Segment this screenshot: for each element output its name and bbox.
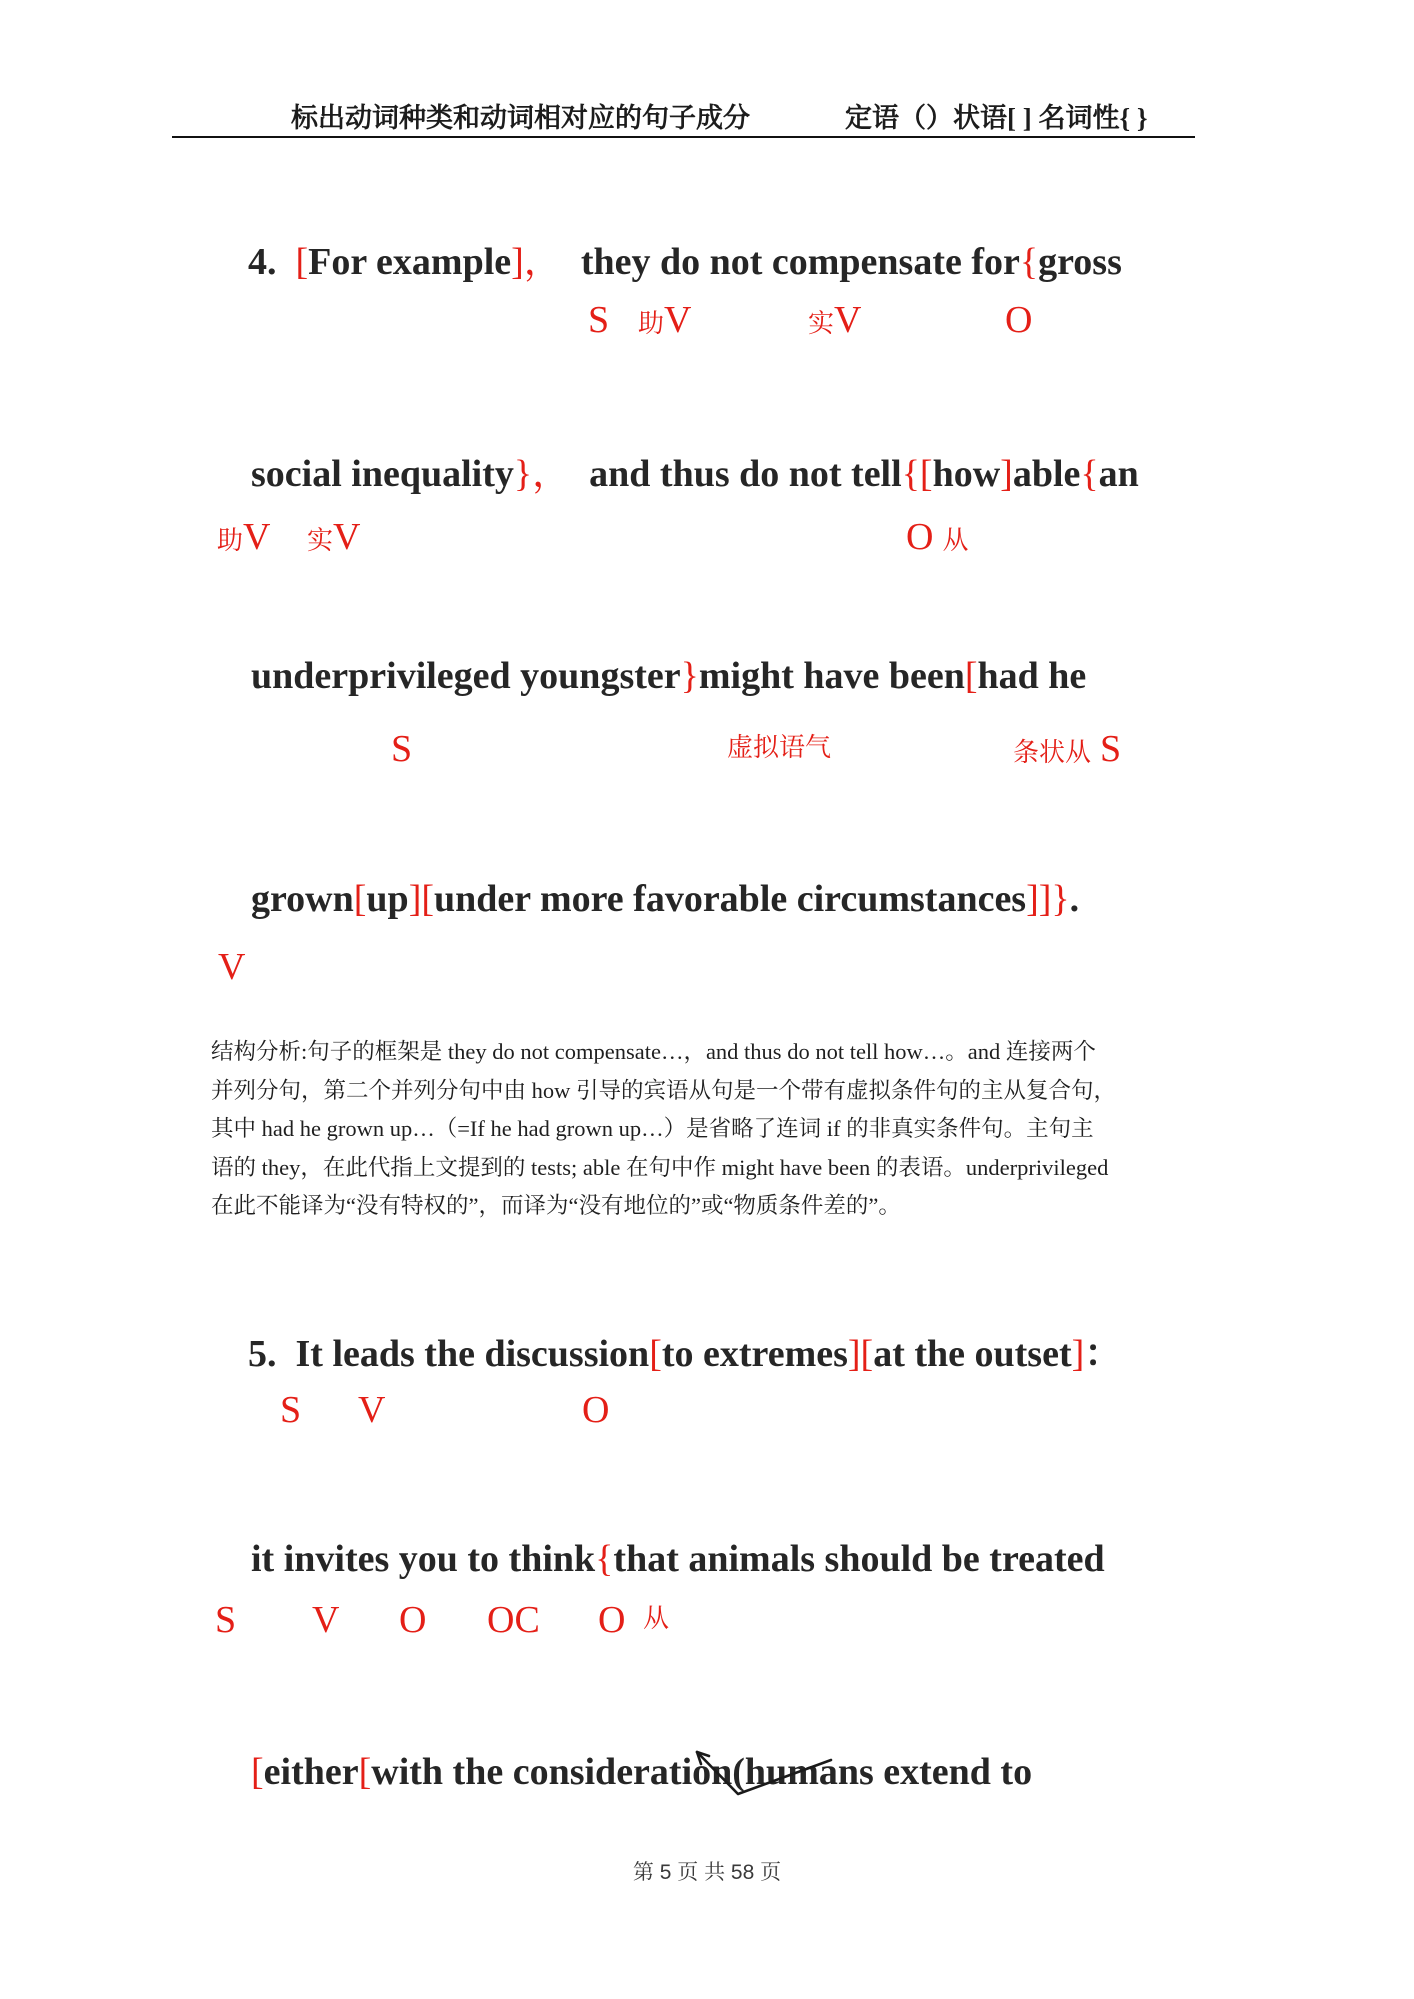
- text-segment: For example: [308, 241, 512, 283]
- annotation-letter: V: [243, 516, 271, 558]
- annotation-letter: S: [588, 299, 610, 341]
- text-segment: 4.: [248, 241, 296, 283]
- text-segment: they do not compensate for: [561, 241, 1020, 283]
- annotation-cn: 助: [217, 526, 244, 555]
- annotation-token: [217, 515, 270, 559]
- analysis-line: 在此不能译为“没有特权的”，而译为“没有地位的”或“物质条件差的”。: [211, 1193, 901, 1219]
- annotation-letter: O: [906, 516, 934, 558]
- annotation-token: [358, 1388, 385, 1432]
- annotation-letter: V: [664, 299, 692, 341]
- text-segment: with the consideration(humans extend to: [371, 1751, 1033, 1793]
- annotation-letter: V: [312, 1599, 340, 1641]
- analysis-line: 语的 they，在此代指上文提到的 tests; able 在句中作 might have been 的表语。underprivileged: [211, 1154, 1109, 1180]
- annotation-letter: S: [215, 1599, 237, 1641]
- text-segment: how: [932, 453, 1001, 495]
- annotation-letter: O: [582, 1389, 610, 1431]
- red-bracket: ]: [1000, 453, 1013, 495]
- analysis-line: 结构分析:句子的框架是 they do not compensate…，and thus do not tell how…。and 连接两个: [211, 1039, 1096, 1064]
- annotation-letter: OC: [487, 1599, 540, 1641]
- red-brace: {[: [901, 453, 933, 495]
- annotation-row-4-4: [0, 945, 1414, 997]
- annotation-cn: 虚拟语气: [727, 733, 832, 762]
- hand-drawn-arrow-icon: [690, 1744, 850, 1808]
- text-segment: at the outset: [873, 1333, 1072, 1375]
- annotation-letter: S: [391, 728, 413, 770]
- annotation-letter: V: [333, 516, 361, 558]
- annotation-token: [906, 515, 968, 559]
- red-bracket: [: [353, 878, 367, 920]
- annotation-letter: V: [358, 1389, 386, 1431]
- text-segment: .: [1069, 878, 1080, 920]
- sentence-line-5-3: [213, 1706, 1032, 1838]
- annotation-token: [215, 1598, 236, 1642]
- annotation-cn: 实: [808, 309, 835, 338]
- annotation-token: [280, 1388, 301, 1432]
- text-segment: might have been: [698, 655, 965, 697]
- text-segment: social inequality: [251, 453, 514, 495]
- text-segment: it invites you to think: [251, 1538, 596, 1580]
- annotation-row-4-1: [0, 298, 1414, 350]
- text-segment: gross: [1038, 241, 1122, 283]
- text-segment: had he: [977, 655, 1087, 697]
- footer-page-number: 第 5 页 共 58 页: [632, 1861, 782, 1884]
- annotation-cn: 从: [942, 526, 969, 555]
- annotation-cn: 从: [643, 1604, 670, 1633]
- red-bracket: [: [358, 1751, 372, 1793]
- sentence-line-4-3: [213, 610, 1086, 742]
- red-brace: {: [595, 1538, 614, 1580]
- annotation-row-5-1: [0, 1388, 1414, 1440]
- red-bracket: [: [964, 655, 978, 697]
- header-rule: [172, 136, 1195, 138]
- text-segment: an: [1098, 453, 1139, 495]
- analysis-paragraph: [211, 1033, 1211, 1226]
- red-bracket: [: [251, 1751, 264, 1793]
- annotation-token: [391, 727, 412, 771]
- annotation-token: [1013, 727, 1121, 771]
- text-segment: 5. It leads the discussion: [248, 1333, 650, 1375]
- red-bracket: [: [295, 241, 309, 283]
- annotation-cn: 助: [638, 309, 665, 338]
- annotation-token: [598, 1598, 625, 1642]
- annotation-token: [808, 298, 861, 342]
- red-bracket: ][: [408, 878, 435, 920]
- text-segment: that animals should be treated: [613, 1538, 1105, 1580]
- annotation-row-4-2: [0, 515, 1414, 567]
- red-brace: }: [680, 655, 699, 697]
- analysis-line: 并列分句，第二个并列分句中由 how 引导的宾语从句是一个带有虚拟条件句的主从复合句，: [211, 1077, 1117, 1103]
- annotation-cn: 实: [307, 526, 334, 555]
- text-segment: up: [366, 878, 409, 920]
- red-brace: {: [1019, 241, 1039, 283]
- annotation-letter: O: [1005, 299, 1033, 341]
- red-bracket: ]: [511, 241, 524, 283]
- annotation-row-4-3: [0, 727, 1414, 779]
- annotation-row-5-2: [0, 1598, 1414, 1650]
- annotation-letter: O: [399, 1599, 427, 1641]
- red-comma: ，: [532, 453, 571, 495]
- annotation-token: [638, 298, 691, 342]
- annotation-letter: V: [834, 299, 862, 341]
- annotation-letter: S: [1100, 728, 1122, 770]
- annotation-token: [312, 1598, 339, 1642]
- header-legend: 定语（）状语[ ] 名词性{ }: [845, 103, 1148, 133]
- red-comma: ，: [523, 241, 562, 283]
- analysis-line: 其中 had he grown up…（=If he had grown up…）是省略了连词 if 的非真实条件句。主句主: [211, 1116, 1094, 1142]
- annotation-token: [218, 945, 245, 989]
- red-bracket: ]]}: [1026, 878, 1070, 920]
- red-bracket: [: [649, 1333, 662, 1375]
- red-brace: }: [513, 453, 533, 495]
- annotation-token: [307, 515, 360, 559]
- text-segment: ：: [1084, 1333, 1123, 1375]
- red-brace: {: [1080, 453, 1099, 495]
- text-segment: able: [1012, 453, 1081, 495]
- red-bracket: ][: [847, 1333, 874, 1375]
- annotation-letter: V: [218, 946, 246, 988]
- annotation-token: [1005, 298, 1032, 342]
- text-segment: to extremes: [661, 1333, 848, 1375]
- red-bracket: ]: [1071, 1333, 1085, 1375]
- annotation-token: [487, 1598, 540, 1642]
- text-segment: grown: [251, 878, 354, 920]
- annotation-token: [727, 727, 831, 764]
- header-title: 标出动词种类和动词相对应的句子成分: [291, 103, 750, 133]
- annotation-cn: 条状从: [1013, 738, 1092, 767]
- annotation-token: [582, 1388, 609, 1432]
- text-segment: and thus do not tell: [570, 453, 902, 495]
- annotation-token: [643, 1598, 669, 1635]
- text-segment: either: [263, 1751, 359, 1793]
- annotation-letter: O: [598, 1599, 626, 1641]
- text-segment: underprivileged youngster: [251, 655, 681, 697]
- annotation-token: [588, 298, 609, 342]
- annotation-letter: S: [280, 1389, 302, 1431]
- annotation-token: [399, 1598, 426, 1642]
- text-segment: under more favorable circumstances: [434, 878, 1027, 920]
